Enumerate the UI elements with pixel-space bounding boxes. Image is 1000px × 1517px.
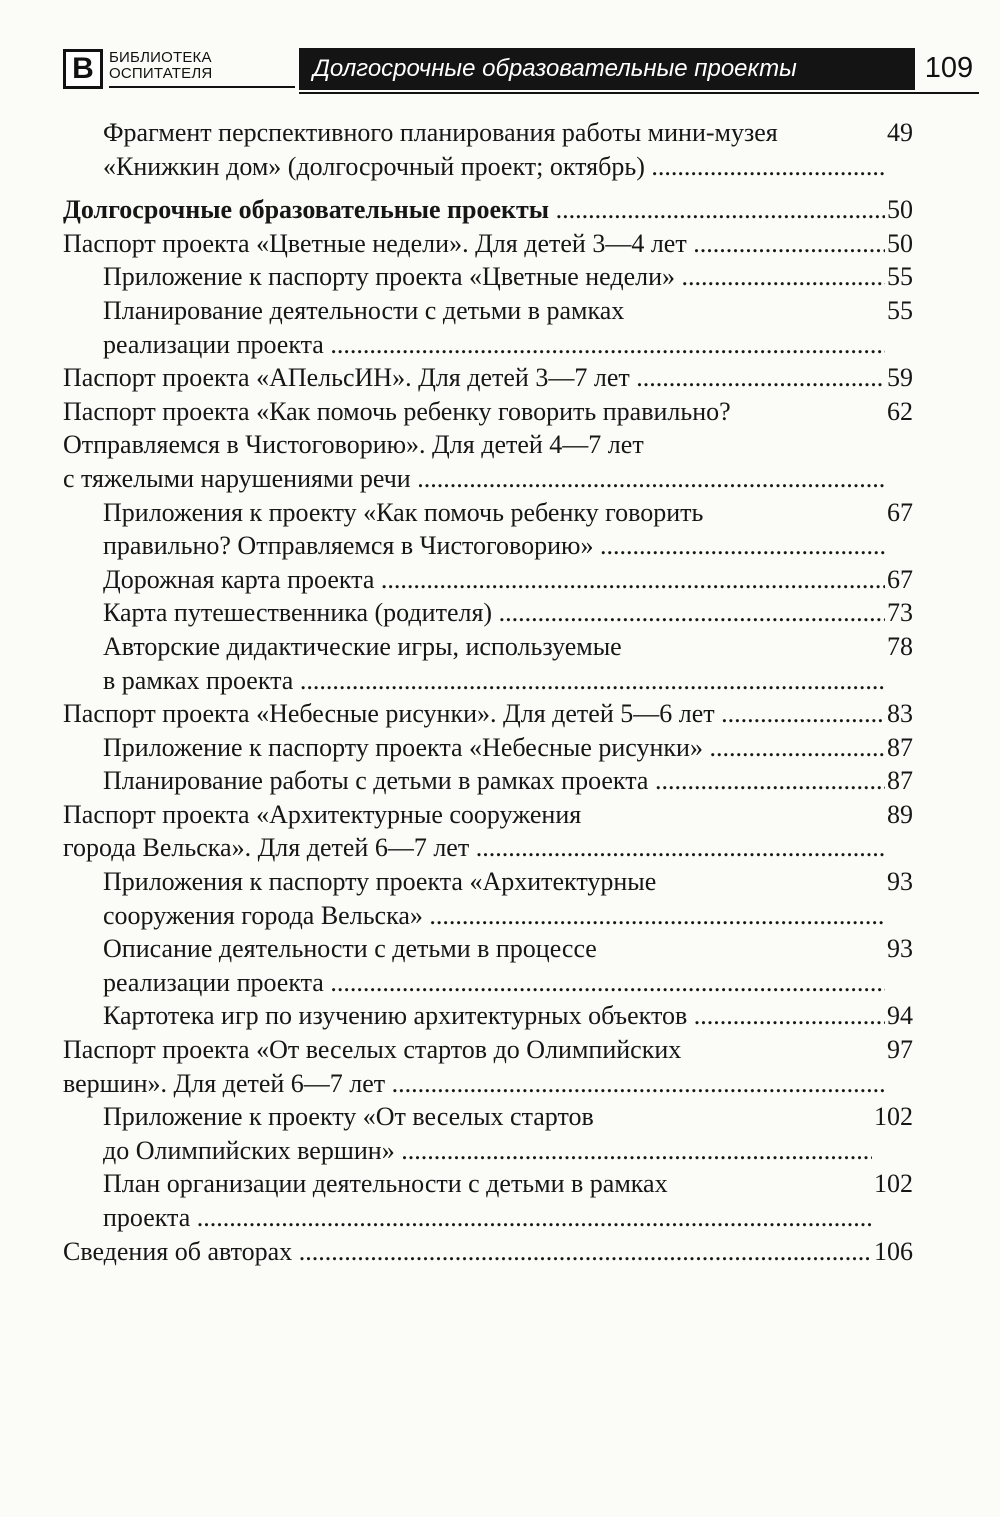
toc-entry — [63, 563, 913, 597]
toc-entry-title-line: Сведения об авторах ..... — [63, 1235, 872, 1269]
toc-entry — [63, 294, 913, 361]
toc-entry-title-line: реализации проекта ..... — [103, 328, 885, 362]
toc-entry-title-line: Паспорт проекта «АПельсИН». Для детей 3—7 лет ..... — [63, 361, 885, 395]
toc-entry-title — [103, 865, 885, 932]
toc-entry-title-line: Приложение к проекту «От веселых стартов — [103, 1102, 594, 1132]
toc-entry-title-line: Картотека игр по изучению архитектурных объектов ..... — [103, 999, 885, 1033]
toc-entry-page: 94 — [887, 1001, 913, 1031]
toc-entry — [63, 999, 913, 1033]
series-name-line-2: ОСПИТАТЕЛЯ — [109, 65, 213, 82]
series-name — [109, 50, 295, 82]
toc-entry-title-line: Авторские дидактические игры, используемые — [103, 631, 622, 661]
toc-entry-title-line: Паспорт проекта «Архитектурные сооружения — [63, 799, 582, 829]
toc-entry-page: 73 — [887, 598, 913, 628]
toc-entry — [63, 1033, 913, 1100]
toc-entry-title — [103, 1167, 872, 1234]
toc-entry-title-line: с тяжелыми нарушениями речи ..... — [63, 462, 885, 496]
toc-entry-title-line: Приложения к паспорту проекта «Архитектурные — [103, 867, 657, 897]
toc-entry-page: 78 — [887, 631, 913, 661]
toc-entry-title-line: Планирование деятельности с детьми в рамках — [103, 295, 625, 325]
toc-entry-title-line: Паспорт проекта «Небесные рисунки». Для детей 5—6 лет ..... — [63, 697, 885, 731]
toc-entry-title-line: Приложение к паспорту проекта «Небесные рисунки» ..... — [103, 731, 885, 765]
toc-entry — [63, 496, 913, 563]
toc-entry — [63, 116, 913, 183]
toc-entry-title — [63, 1033, 885, 1100]
toc-entry-title — [63, 798, 885, 865]
toc-entry — [63, 731, 913, 765]
toc-entry-title — [103, 731, 885, 765]
toc-entry — [63, 630, 913, 697]
toc-entry — [63, 193, 913, 227]
toc-entry-page: 106 — [874, 1236, 913, 1266]
toc-entry-title — [63, 193, 885, 227]
toc-entry — [63, 1167, 913, 1234]
toc-entry — [63, 865, 913, 932]
toc-entry-title-line: сооружения города Вельска» ..... — [103, 899, 885, 933]
toc-entry-title-line: Приложение к паспорту проекта «Цветные недели» ..... — [103, 260, 885, 294]
toc-entry-page: 55 — [887, 262, 913, 292]
toc-entry-page: 49 — [887, 118, 913, 147]
toc-entry-page: 67 — [887, 564, 913, 594]
toc-entry-title-line: до Олимпийских вершин» ..... — [103, 1134, 872, 1168]
toc-entry-title-line: Карта путешественника (родителя) ..... — [103, 596, 885, 630]
toc-entry-title-line: в рамках проекта ..... — [103, 664, 885, 698]
toc-entry-title-line: Долгосрочные образовательные проекты ..... — [63, 193, 885, 227]
toc-entry-title-line: Паспорт проекта «От веселых стартов до Олимпийских — [63, 1035, 682, 1065]
toc-entry-title-line: правильно? Отправляемся в Чистоговорию» ..... — [103, 529, 885, 563]
toc-entry-title — [63, 697, 885, 731]
toc-entry-title-line: План организации деятельности с детьми в рамках — [103, 1169, 668, 1199]
toc-entry-page: 67 — [887, 497, 913, 527]
series-logo-icon: В — [63, 49, 103, 89]
toc-entry-title — [103, 999, 885, 1033]
toc-entry-title — [103, 1100, 872, 1167]
toc-entry-title — [103, 496, 885, 563]
toc-entry — [63, 260, 913, 294]
toc-entry-title — [103, 260, 885, 294]
toc-entry-page: 102 — [874, 1102, 913, 1132]
toc-entry-title-line: Отправляемся в Чистоговорию». Для детей 4—7 лет — [63, 430, 644, 460]
toc-entry — [63, 361, 913, 395]
toc-entry-title-line: реализации проекта ..... — [103, 966, 885, 1000]
toc-entry-title-line: вершин». Для детей 6—7 лет ..... — [63, 1067, 885, 1101]
logo-underline — [109, 86, 295, 88]
toc-entry — [63, 395, 913, 496]
toc-entry-title-line: Планирование работы с детьми в рамках проекта ..... — [103, 764, 885, 798]
toc-entry — [63, 227, 913, 261]
toc-entry-title-line: Дорожная карта проекта ..... — [103, 563, 885, 597]
toc-entry-title — [103, 116, 885, 183]
toc-entry — [63, 596, 913, 630]
toc-entry-page: 89 — [887, 799, 913, 829]
toc-entry-page: 83 — [887, 699, 913, 729]
toc-entry — [63, 764, 913, 798]
toc-entry-title — [103, 563, 885, 597]
toc-entry — [63, 697, 913, 731]
toc-entry-title — [63, 361, 885, 395]
toc-entry-title-line: «Книжкин дом» (долгосрочный проект; октябрь) ..... — [103, 150, 885, 184]
section-title-banner: Долгосрочные образовательные проекты — [299, 48, 915, 90]
toc-entry-page: 50 — [887, 195, 913, 225]
toc-entry-title — [63, 227, 885, 261]
toc-entry — [63, 1100, 913, 1167]
toc-entry-title — [63, 395, 885, 496]
table-of-contents — [63, 116, 913, 1268]
toc-entry — [63, 1235, 913, 1269]
toc-entry-page: 93 — [887, 934, 913, 964]
toc-entry — [63, 798, 913, 865]
toc-entry-title-line: Паспорт проекта «Цветные недели». Для детей 3—4 лет ..... — [63, 227, 885, 261]
toc-entry-title-line: проекта ..... — [103, 1201, 872, 1235]
toc-entry-title-line: Описание деятельности с детьми в процессе — [103, 934, 597, 964]
toc-entry-title-line: Паспорт проекта «Как помочь ребенку говорить правильно? — [63, 396, 731, 426]
toc-entry-title-line: Приложения к проекту «Как помочь ребенку говорить — [103, 497, 704, 527]
toc-entry-title — [103, 596, 885, 630]
toc-entry-title — [103, 294, 885, 361]
toc-entry-page: 87 — [887, 766, 913, 796]
page-number: 109 — [924, 52, 974, 84]
toc-entry-title-line: Фрагмент перспективного планирования работы мини-музея — [103, 118, 778, 147]
toc-entry-title — [103, 932, 885, 999]
toc-entry-page: 102 — [874, 1169, 913, 1199]
running-header — [63, 46, 974, 94]
toc-entry-title-line: города Вельска». Для детей 6—7 лет ..... — [63, 831, 885, 865]
toc-entry-page: 87 — [887, 732, 913, 762]
toc-entry-page: 97 — [887, 1035, 913, 1065]
series-name-line-1: БИБЛИОТЕКА — [109, 49, 212, 66]
toc-entry-page: 93 — [887, 867, 913, 897]
toc-entry — [63, 932, 913, 999]
toc-entry-page: 62 — [887, 396, 913, 426]
toc-entry-page: 55 — [887, 295, 913, 325]
toc-entry-title — [103, 630, 885, 697]
toc-entry-title — [63, 1235, 872, 1269]
toc-entry-page: 50 — [887, 228, 913, 258]
header-rule — [299, 92, 979, 94]
toc-entry-page: 59 — [887, 363, 913, 393]
toc-entry-title — [103, 764, 885, 798]
